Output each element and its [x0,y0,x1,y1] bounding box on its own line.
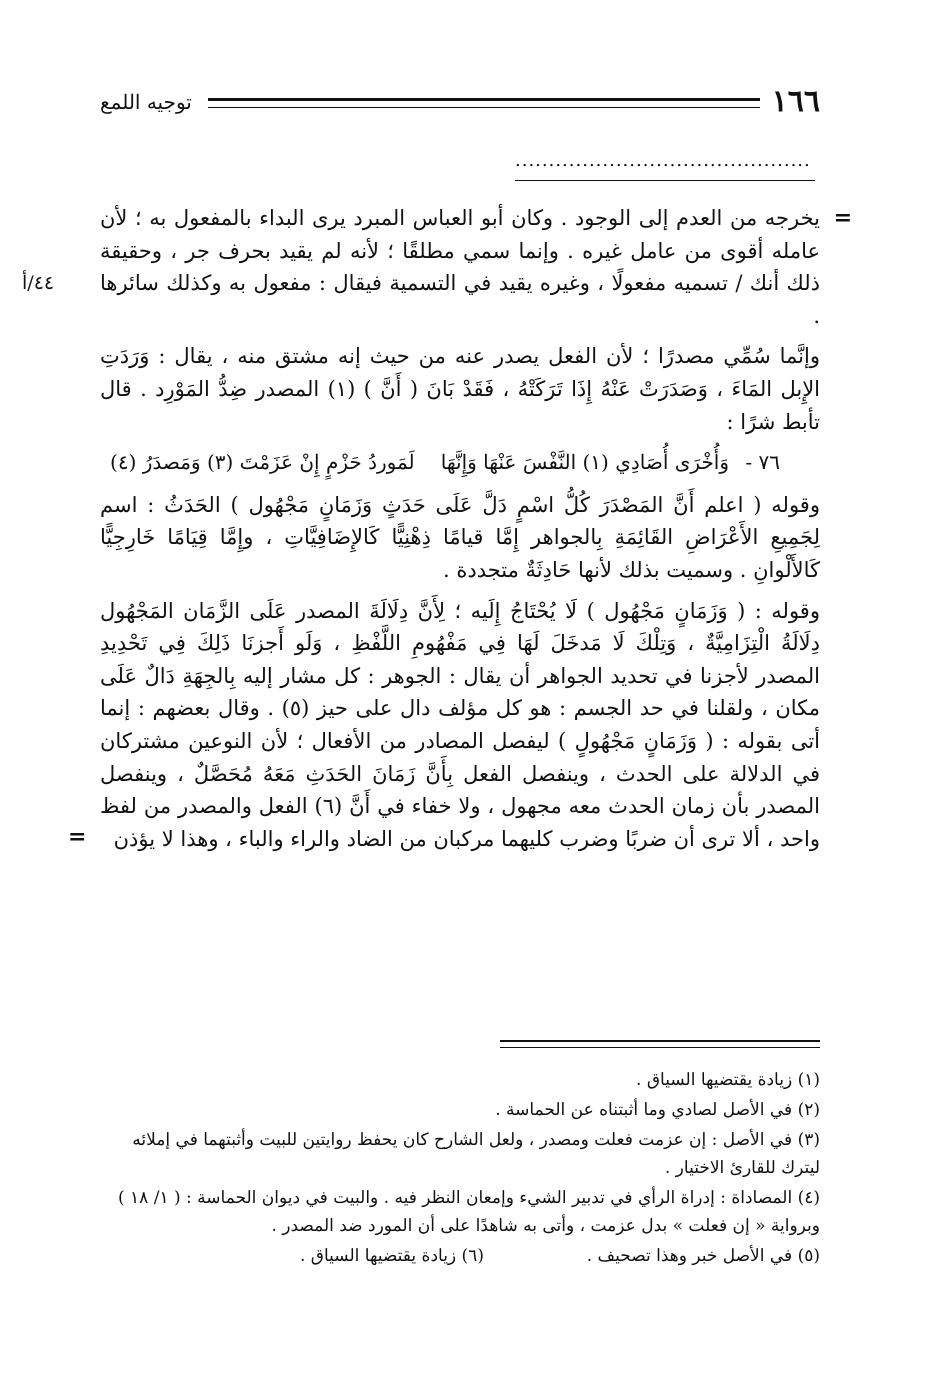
footnotes [100,1066,820,1272]
separator-rule [515,180,815,181]
verse-first-hemistich [441,446,780,479]
text-line: وقوله : ( وَزَمَانٍ مَجْهُول ) لَا يُحْتَاجُ إِلَيه ؛ لِأَنَّ دِلَالَةَ المصدر عَلَى الزَّمَان المَجْهُول [100,598,820,623]
text-line: ذلك أنك / تسميه مفعولًا ، وغيره يقيد في التسمية فيقال : مفعول به وكذلك [166,271,820,296]
text-line: لأجزنا في تحديد الجواهر أن يقال : الجوهر : كل مشار إليه بِالجِهَةِ دَالٌ عَلَى مكان ، [100,663,821,721]
main-text [22,202,852,863]
footnote-1: (١) زيادة يقتضيها السياق . [636,1070,820,1090]
footnote-rule [500,1040,820,1048]
text-line: ولقلنا في حد الجسم : هو كل مؤلف دال على حيز (٥) . وقال بعضهم : إنما أتى [100,696,820,753]
footnote-line: (٣) في الأصل : إن عزمت فعلت ومصدر ، ولعل الشارح كان يحفظ روايتين للبيت وأثبتهما في إملائه [132,1130,820,1150]
text-line: دِلَالَةُ الْتِزَامِيَّةٌ ، وَتِلْكَ لَا مَدخَلَ لَهَا فِي مَفْهُومِ اللَّفْظِ ، وَلَو أَجزنَا ذَلِكَ فِي تَحْدِيدِ المصدر [100,631,820,688]
footnote-6: (٦) زيادة يقتضيها السياق . [300,1246,484,1266]
text-line: الحَدَثُ : اسم لِجَمِيعِ الأَعْرَاضِ القَائِمَةِ بِالجواهر إِمَّا قيامًا ذِهْنِيًّا كَالإِضَافِيَّاتِ ، [100,492,820,550]
footnote-4 [100,1184,820,1240]
text-line: وإنَّما سُمِّي مصدرًا ؛ لأن الفعل يصدر عنه من حيث إنه مشتق منه ، يقال : [158,344,820,369]
continuation-mark: = [833,205,852,231]
text-line: عامله أقوى من عامل غيره . وإنما سمي مطلقًا ؛ لأنه لم يقيد بحرف جر ، وحقيقة [100,238,820,263]
text-line: الدلالة على الحدث ، وينفصل الفعل بِأَنَّ زَمَانَ الحَدَثِ مَعَهُ مُحَصَّلٌ ، وينفصل المصدر [100,761,820,819]
end-continuation-mark: = [68,823,87,850]
text-line: ألا ترى أن ضربًا وضرب كليهما مركبان من الضاد والراء والباء ، وهذا لا يؤذن [113,826,760,851]
footnotes-5-6 [100,1242,820,1270]
paragraph-1 [100,202,820,332]
text-line: وإِمَّا قِيَامًا خَارِجِيًّا كَالأَلْوانِ . وسميت بذلك لأنها حَادِثَةٌ متجددة . [100,525,820,582]
folio-reference: ٤٤/أ [22,272,55,294]
text-line: قال تأبط شرًا : [100,376,820,434]
verse-first-text: وَأُخْرَى أُصَادِي (١) النَّفْسَ عَنْهَا وَإِنَّهَا [440,450,730,475]
footnote-3 [100,1126,820,1182]
text-line: يخرجه من العدم إلى الوجود . وكان أبو العباس المبرد يرى البداء بالمفعول به ؛ لأن [100,206,820,230]
footnote-line: ليترك للقارئ الاختيار . [664,1158,820,1178]
page-header [100,82,820,122]
page-number: ١٦٦ [771,84,820,119]
footnote-2: (٢) في الأصل لصادي وما أثبتناه عن الحماسة . [495,1100,820,1120]
text-line: بأن زمان الحدث معه مجهول ، ولا خفاء في أَنَّ (٦) الفعل والمصدر من لفظ واحد ، [100,794,820,851]
footnote-5: (٥) في الأصل خبر وهذا تصحيف . [586,1246,820,1266]
text-line: وقوله ( اعلم أَنَّ المَصْدَرَ كُلُّ اسْمٍ دَلَّ عَلَى حَدَثٍ وَزَمَانٍ مَجْهُول ) [230,492,820,517]
text-line: بقوله : ( وَزَمَانٍ مَجْهُولٍ ) ليفصل المصادر من الأفعال ؛ لأن النوعين مشتركان في [100,728,820,786]
paragraph-2 [100,340,820,438]
text-line: سائرها . [100,271,820,328]
paragraph-4 [68,595,821,856]
dotted-separator: ............................................ [515,150,811,171]
header-rule [208,98,760,108]
text-line: وَرَدَتِ الإِبل المَاءَ ، وَصَدَرَتْ عَنْهُ إِذَا تَرَكَتْهُ ، فَقَدْ بَانَ ( أَنَّ ) (١) المصدر ضِدُّ المَوْرِد . [100,344,820,401]
footnote-line: (٤) المصاداة : إدراة الرأي في تدبير الشيء وإمعان النظر فيه . والبيت في ديوان الحماسة : ( ١/ ١٨ ) [117,1188,820,1208]
running-title: توجيه اللمع [100,90,192,114]
verse-second-hemistich: لَمَوردُ حَزْمٍ إِنْ عَزَمْتَ (٣) وَمَصدَرُ (٤) [110,450,415,475]
paragraph-3 [100,489,820,587]
poetry-verse [100,446,820,479]
verse-number: ٧٦ - [745,450,780,475]
footnote-line: وبرواية « إن فعلت » بدل عزمت ، وأتى به شاهدًا على أن المورد ضد المصدر . [271,1216,820,1236]
